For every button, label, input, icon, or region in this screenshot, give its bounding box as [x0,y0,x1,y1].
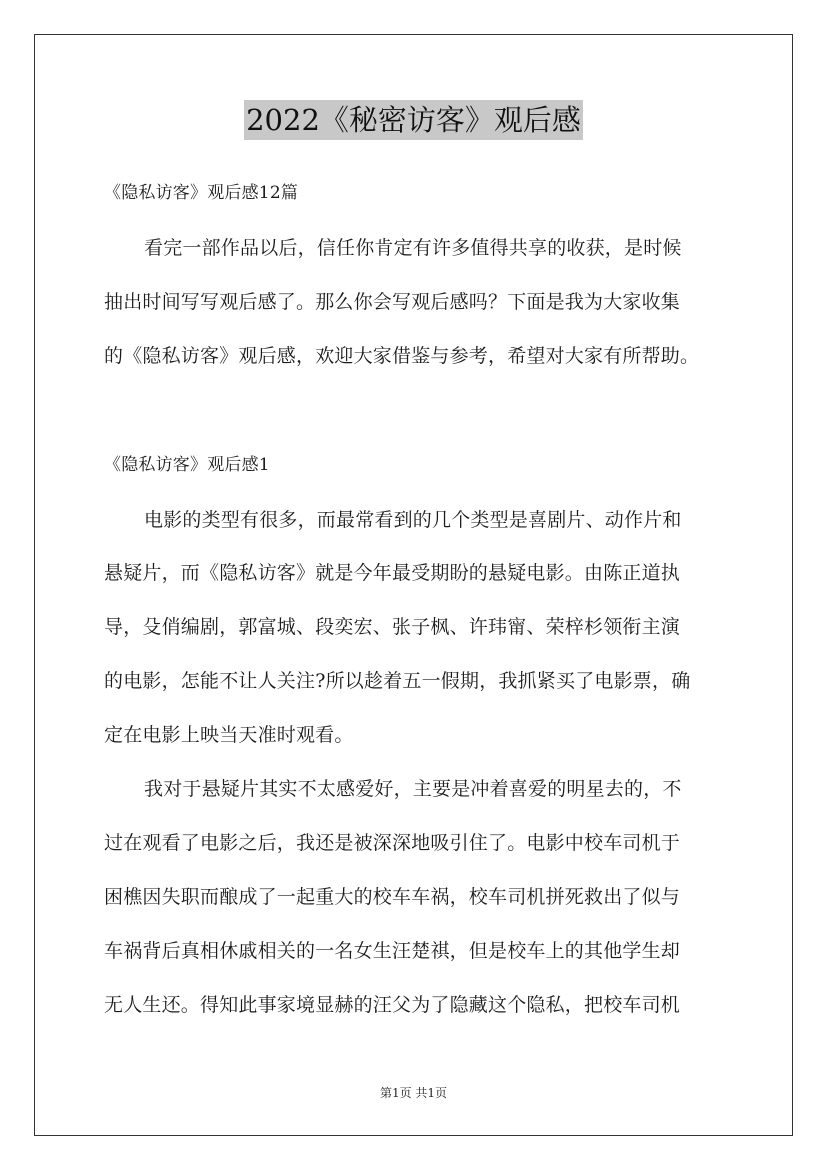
intro-line-1: 看完一部作品以后，信任你肯定有许多值得共享的收获，是时候 [144,237,682,259]
paragraph2-line-3: 困樵因失职而酿成了一起重大的校车车祸，校车司机拼死救出了似与 [104,886,681,908]
document-title: 2022《秘密访客》观后感 [244,100,583,140]
paragraph1-line-1: 电影的类型有很多，而最常看到的几个类型是喜剧片、动作片和 [144,509,682,531]
paragraph1-line-4: 的电影，怎能不让人关注?所以趁着五一假期，我抓紧买了电影票，确 [104,670,691,692]
intro-line-2: 抽出时间写写观后感了。那么你会写观后感吗？下面是我为大家收集 [104,291,681,313]
paragraph1-line-3: 导，殳俏编剧，郭富城、段奕宏、张子枫、许玮甯、荣梓杉领衔主演 [104,616,681,638]
paragraph2-line-2: 过在观看了电影之后，我还是被深深地吸引住了。电影中校车司机于 [104,832,681,854]
paragraph1-line-2: 悬疑片，而《隐私访客》就是今年最受期盼的悬疑电影。由陈正道执 [104,562,681,584]
paragraph2-line-1: 我对于悬疑片其实不太感爱好，主要是冲着喜爱的明星去的，不 [144,778,682,800]
paragraph2-line-5: 无人生还。得知此事家境显赫的汪父为了隐藏这个隐私，把校车司机 [104,994,681,1016]
title-container [0,100,827,140]
paragraph2-line-4: 车祸背后真相休戚相关的一名女生汪楚祺，但是校车上的其他学生却 [104,940,681,962]
intro-line-3: 的《隐私访客》观后感，欢迎大家借鉴与参考，希望对大家有所帮助。 [104,345,700,367]
page-footer: 第1页 共1页 [379,1086,448,1100]
subtitle: 《隐私访客》观后感12篇 [104,183,299,203]
paragraph1-line-5: 定在电影上映当天准时观看。 [104,724,354,746]
section-heading: 《隐私访客》观后感1 [104,455,270,475]
